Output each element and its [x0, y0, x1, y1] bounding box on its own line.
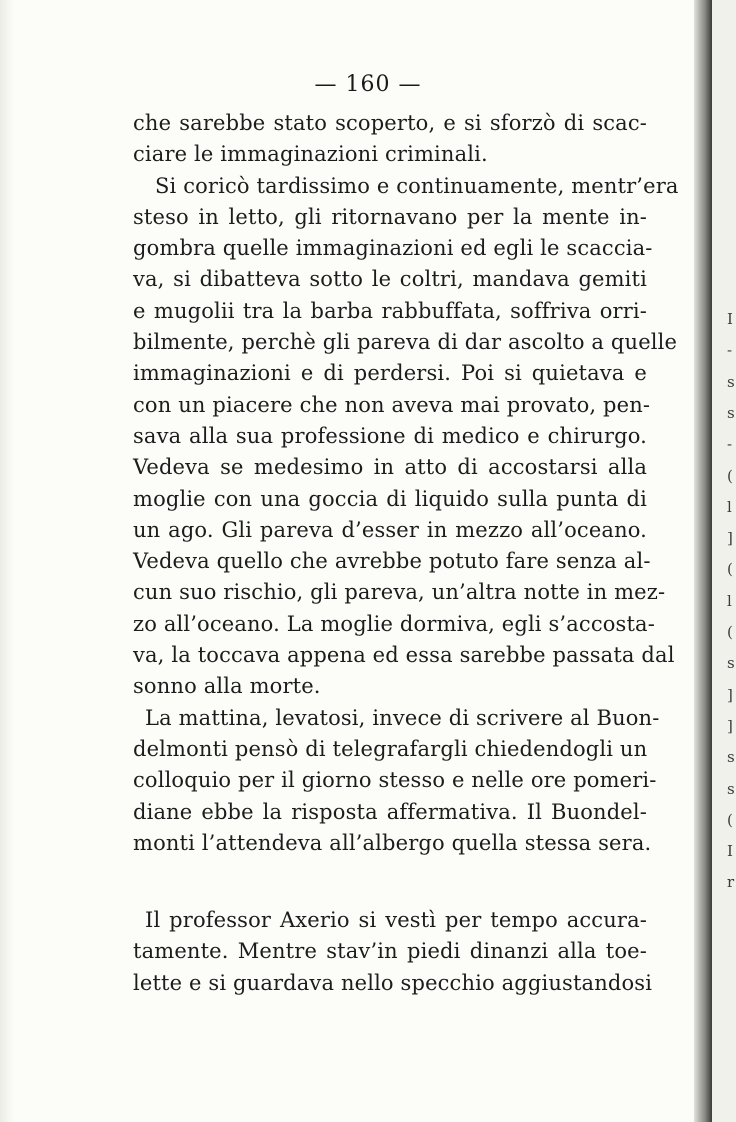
text-line: delmonti pensò di telegrafargli chiedendogli un [133, 736, 648, 761]
text-line: steso in letto, gli ritornavano per la mente in- [133, 204, 647, 229]
text-line: e mugolii tra la barba rabbuffata, soffriva orri- [133, 298, 647, 323]
text-line: La mattina, levatosi, invece di scrivere al Buon- [145, 705, 660, 730]
bleed-glyph: ] [727, 716, 733, 735]
page-edge-shadow [0, 0, 14, 1122]
text-line: zo all’oceano. La moglie dormiva, egli s’accosta- [133, 611, 655, 636]
page-number: — 160 — [314, 72, 422, 97]
bleed-glyph: r [727, 873, 735, 892]
text-line: gombra quelle immaginazioni ed egli le scaccia- [133, 236, 653, 261]
text-line: sonno alla morte. [133, 674, 321, 699]
bleed-glyph: ] [727, 685, 733, 704]
text-line: Il professor Axerio si vestì per tempo accura- [145, 908, 647, 933]
book-gutter [694, 0, 712, 1122]
text-line: che sarebbe stato scoperto, e si sforzò di scac- [133, 111, 647, 135]
text-line: colloquio per il giorno stesso e nelle ore pomeri- [133, 768, 657, 793]
text-line: cun suo rischio, gli pareva, un’altra notte in mez- [133, 580, 666, 605]
bleed-glyph: l [727, 591, 732, 610]
bleed-glyph: - [727, 435, 733, 454]
text-line: diane ebbe la risposta affermativa. Il Buondel- [133, 799, 647, 824]
bleed-glyph: I [727, 310, 733, 328]
bleed-glyph: ( [727, 623, 733, 641]
bleed-glyph: - [727, 341, 733, 360]
bleed-glyph: s [727, 654, 735, 673]
bleed-glyph: ( [727, 466, 733, 485]
text-line: immaginazioni e di perdersi. Poi si quietava e [133, 361, 647, 386]
section-break [133, 859, 647, 905]
text-line: Vedeva quello che avrebbe potuto fare senza al- [133, 549, 651, 574]
text-line: lette e si guardava nello specchio aggiustandosi [133, 970, 653, 995]
text-line: moglie con una goccia di liquido sulla punta di [133, 486, 647, 511]
bleed-glyph: ( [727, 560, 733, 579]
bleed-glyph: s [727, 403, 735, 422]
bleed-glyph: I [727, 842, 733, 861]
text-line: bilmente, perchè gli pareva di dar ascolto a quelle [133, 330, 678, 355]
text-line: Si coricò tardissimo e continuamente, mentr’era [155, 173, 679, 198]
text-line: va, la toccava appena ed essa sarebbe passata dal [133, 643, 675, 668]
text-line: un ago. Gli pareva d’esser in mezzo all’oceano. [133, 517, 647, 542]
text-line: con un piacere che non aveva mai provato, pen- [133, 392, 651, 417]
bleed-glyph: ] [727, 529, 733, 548]
bleed-glyph: ( [727, 810, 733, 829]
bleed-glyph: l [727, 497, 732, 516]
text-line: Vedeva se medesimo in atto di accostarsi alla [133, 455, 647, 480]
bleed-glyph: s [727, 779, 735, 798]
text-line: va, si dibatteva sotto le coltri, mandava gemiti [133, 267, 647, 292]
text-line: ciare le immaginazioni criminali. [133, 142, 488, 167]
body-text [133, 108, 679, 999]
text-line: sava alla sua professione di medico e chirurgo. [133, 423, 647, 448]
bleed-glyph: s [727, 372, 735, 391]
text-line: monti l’attendeva all’albergo quella stessa sera. [133, 830, 652, 855]
bleed-glyph: s [727, 748, 735, 767]
text-line: tamente. Mentre stav’in piedi dinanzi alla toe- [133, 939, 647, 964]
